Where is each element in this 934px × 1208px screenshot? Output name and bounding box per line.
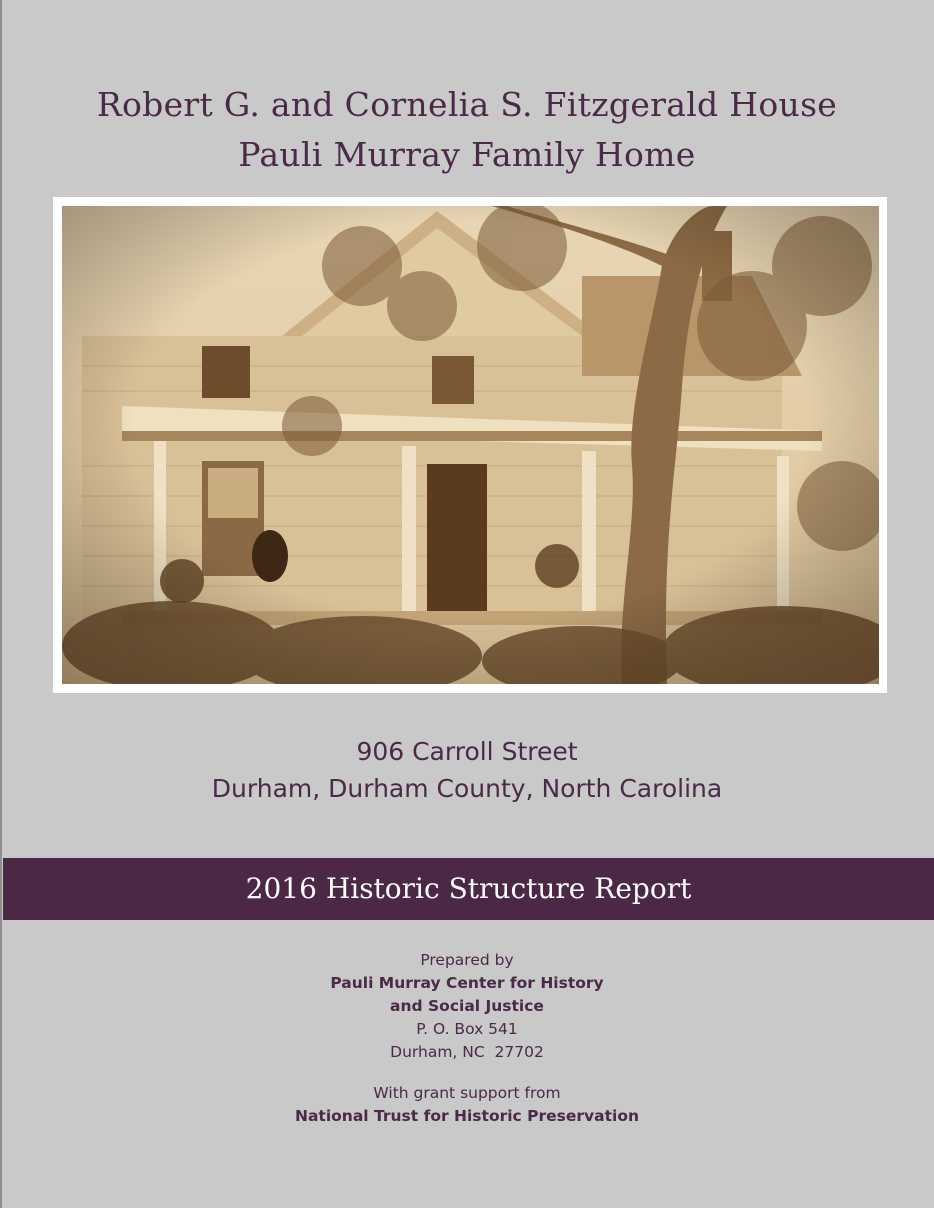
title-line-2: Pauli Murray Family Home [238, 135, 696, 174]
address-city: Durham, Durham County, North Carolina [211, 774, 723, 803]
grant-support-label: With grant support from [373, 1084, 561, 1102]
preparer-po-box: P. O. Box 541 [416, 1020, 518, 1038]
address-block [0, 733, 934, 807]
prepared-by-label: Prepared by [420, 951, 514, 969]
report-title: 2016 Historic Structure Report [245, 872, 692, 905]
preparer-city-zip: Durham, NC 27702 [390, 1043, 544, 1061]
preparer-org-line-2: and Social Justice [390, 997, 544, 1015]
report-title-banner [3, 858, 934, 920]
house-photo [62, 206, 879, 684]
title-line-1: Robert G. and Cornelia S. Fitzgerald House [96, 85, 838, 124]
preparer-block [0, 949, 934, 1128]
address-street: 906 Carroll Street [356, 737, 578, 766]
grant-support-org: National Trust for Historic Preservation [295, 1107, 639, 1125]
photo-frame [53, 197, 887, 693]
page-title [0, 80, 934, 180]
preparer-org-line-1: Pauli Murray Center for History [330, 974, 604, 992]
